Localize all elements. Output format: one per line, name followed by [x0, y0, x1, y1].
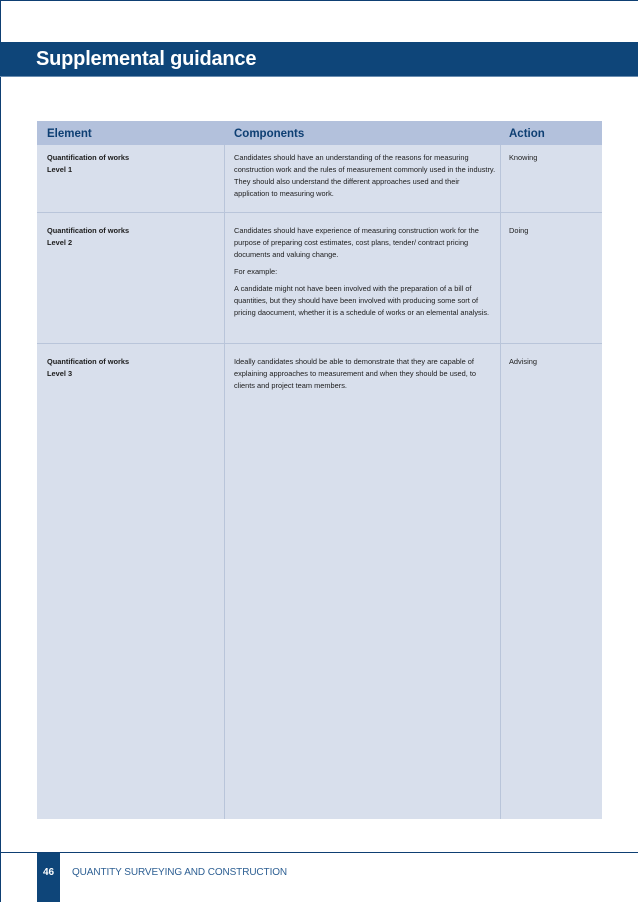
- element-name: Quantification of works: [47, 357, 130, 366]
- components-text: A candidate might not have been involved with the preparation of a bill of quantities, but they should have been involved with producing some sort of pricing daocument, whether it is a schedule of works or an elemental analysis.: [234, 284, 490, 317]
- components-text: Candidates should have an understanding of the reasons for measuring construction work and the rules of measurement commonly used in the industry. They should also understand the different approaches used and their application to measuring work.: [234, 153, 496, 198]
- table-row-3-action: Advising: [509, 357, 537, 366]
- title-underline: [0, 76, 638, 77]
- column-divider: [500, 145, 501, 819]
- title-bar: [0, 42, 638, 76]
- table-row-1-action: Knowing: [509, 153, 538, 162]
- table-header: [37, 121, 602, 145]
- components-text: For example:: [234, 267, 278, 276]
- page-top-border: [0, 0, 638, 1]
- guidance-table: [37, 121, 602, 819]
- column-header-components: Components: [234, 128, 305, 140]
- page-left-border: [0, 0, 1, 902]
- footer-rule: [0, 852, 638, 853]
- element-name: Quantification of works: [47, 153, 130, 162]
- page-number-box: [37, 853, 60, 902]
- element-level: Level 1: [47, 165, 73, 174]
- running-title: QUANTITY SURVEYING AND CONSTRUCTION: [72, 867, 288, 878]
- column-divider: [224, 145, 225, 819]
- row-divider: [37, 212, 602, 213]
- element-level: Level 3: [47, 369, 73, 378]
- components-text: Candidates should have experience of measuring construction work for the purpose of preparing cost estimates, cost plans, tender/ contract pricing documents and valuing change.: [234, 226, 479, 259]
- table-row-2-action: Doing: [509, 226, 529, 235]
- page-number: 46: [42, 867, 55, 878]
- components-text: Ideally candidates should be able to demonstrate that they are capable of explaining approaches to measurement and when they should be used, to clients and project team members.: [234, 357, 477, 390]
- element-level: Level 2: [47, 238, 73, 247]
- table-row-1-element: [47, 152, 129, 176]
- page-title: Supplemental guidance: [36, 48, 257, 70]
- column-header-action: Action: [509, 128, 545, 140]
- row-divider: [37, 343, 602, 344]
- table-row-1-components: [234, 152, 496, 200]
- table-row-2-element: [47, 225, 129, 249]
- table-row-3-element: [47, 356, 129, 380]
- column-header-element: Element: [47, 128, 92, 140]
- element-name: Quantification of works: [47, 226, 130, 235]
- table-row-2-components: [234, 225, 496, 319]
- table-row-3-components: [234, 356, 496, 392]
